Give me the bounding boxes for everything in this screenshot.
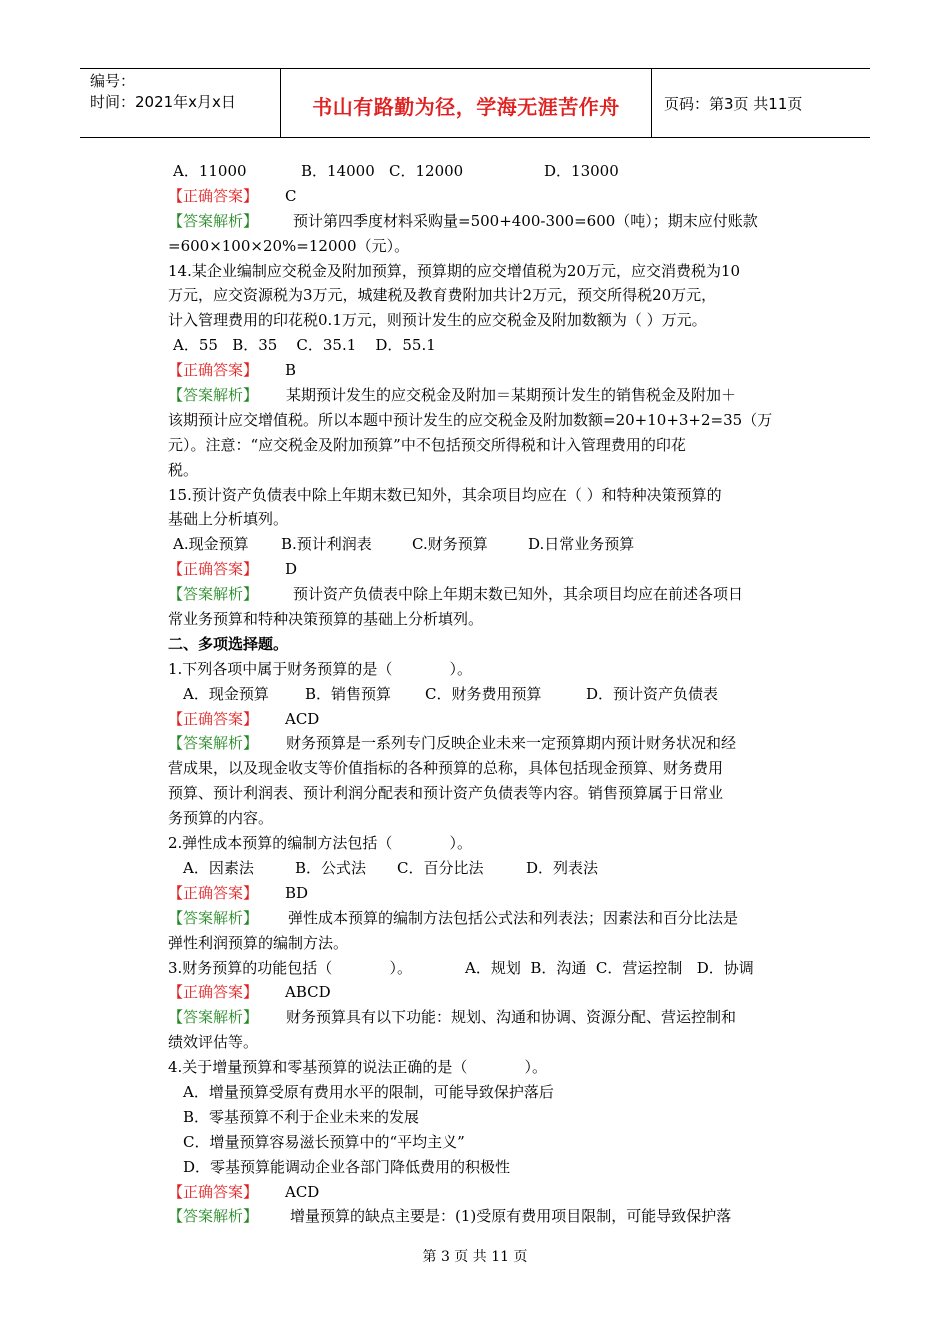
answer-label: 【正确答案】 (168, 186, 259, 205)
m1-answer-line (168, 707, 808, 732)
answer-label: 【正确答案】 (168, 560, 259, 579)
analysis-label: 【答案解析】 (168, 386, 259, 405)
header-right (652, 69, 870, 137)
answer-label: 【正确答案】 (168, 709, 259, 728)
q14-analysis-line (168, 383, 808, 408)
q14-line1: 14.某企业编制应交税金及附加预算，预算期的应交增值税为20万元，应交消费税为10 (168, 261, 741, 280)
header-middle (280, 69, 652, 137)
q13-option-c: C．12000 (389, 162, 464, 180)
q15-answer-line (168, 557, 808, 582)
q13-options (168, 159, 808, 184)
header-left (80, 69, 280, 137)
q13-answer-line (168, 184, 808, 209)
serial-label: 编号： (90, 72, 136, 90)
q14-options: A．55 B．35 C．35.1 D．55.1 (173, 336, 436, 355)
m3-analysis-2: 绩效评估等。 (168, 1033, 259, 1052)
m4-answer: ACD (285, 1182, 320, 1201)
m3-question: 3.财务预算的功能包括（ ）。 (168, 958, 413, 977)
q14-analysis-2: 该期预计应交增值税。所以本题中预计发生的应交税金及附加数额=20+10+3+2=35（万 (168, 410, 773, 429)
q14-answer-line (168, 358, 808, 383)
m1-options (168, 682, 808, 707)
q13-analysis-line (168, 209, 808, 234)
m2-option-d: D．列表法 (526, 858, 599, 877)
q13-option-a: A．11000 (173, 162, 247, 180)
q15-option-d: D.日常业务预算 (528, 535, 635, 554)
answer-label: 【正确答案】 (168, 983, 259, 1002)
m2-analysis-line (168, 906, 808, 931)
m1-option-c: C．财务费用预算 (425, 684, 542, 703)
m4-option-a: A．增量预算受原有费用水平的限制，可能导致保护落后 (183, 1082, 554, 1101)
q14-analysis-1: 某期预计发生的应交税金及附加＝某期预计发生的销售税金及附加＋ (286, 386, 737, 405)
q13-option-d: D．13000 (544, 162, 619, 180)
m1-analysis-line (168, 731, 808, 756)
m2-analysis-1: 弹性成本预算的编制方法包括公式法和列表法；因素法和百分比法是 (288, 908, 739, 927)
m1-option-d: D．预计资产负债表 (586, 684, 719, 703)
analysis-label: 【答案解析】 (168, 1008, 259, 1027)
q15-option-b: B.预计利润表 (281, 535, 372, 554)
motto: 书山有路勤为径，学海无涯苦作舟 (312, 94, 620, 119)
m4-option-c: C．增量预算容易滋长预算中的“平均主义” (183, 1132, 465, 1151)
q15-answer: D (285, 560, 298, 579)
m4-option-d: D．零基预算能调动企业各部门降低费用的积极性 (183, 1157, 511, 1176)
q15-line2: 基础上分析填列。 (168, 510, 289, 529)
q14-analysis-3: 元）。注意：“应交税金及附加预算”中不包括预交所得税和计入管理费用的印花 (168, 435, 686, 454)
m2-analysis-2: 弹性利润预算的编制方法。 (168, 933, 349, 952)
page-info: 页码：第3页 共11页 (664, 94, 803, 113)
q13-analysis-1: 预计第四季度材料采购量=500+400-300=600（吨）；期末应付账款 (293, 211, 758, 230)
analysis-label: 【答案解析】 (168, 734, 259, 753)
q14-line2: 万元，应交资源税为3万元，城建税及教育费附加共计2万元，预交所得税20万元， (168, 286, 717, 305)
m4-answer-line (168, 1180, 808, 1205)
q13-answer: C (285, 186, 297, 205)
m1-analysis-2: 营成果，以及现金收支等价值指标的各种预算的总称，具体包括现金预算、财务费用 (168, 759, 724, 778)
q14-answer: B (285, 361, 297, 380)
analysis-label: 【答案解析】 (168, 908, 259, 927)
m3-analysis-1: 财务预算具有以下功能：规划、沟通和协调、资源分配、营运控制和 (286, 1008, 737, 1027)
analysis-label: 【答案解析】 (168, 1207, 259, 1226)
m1-question: 1.下列各项中属于财务预算的是（ ）。 (168, 659, 473, 678)
q15-option-c: C.财务预算 (412, 535, 488, 554)
page-header (80, 68, 870, 138)
m3-analysis-line (168, 1005, 808, 1030)
m2-option-b: B．公式法 (295, 858, 367, 877)
m1-answer: ACD (285, 709, 320, 728)
document-body (168, 159, 808, 1229)
q15-analysis-2: 常业务预算和特种决策预算的基础上分析填列。 (168, 610, 484, 629)
m2-answer: BD (285, 883, 309, 902)
answer-label: 【正确答案】 (168, 1182, 259, 1201)
m1-analysis-4: 务预算的内容。 (168, 809, 274, 828)
m1-option-b: B．销售预算 (305, 684, 392, 703)
m3-answer: ABCD (285, 983, 331, 1002)
q14-analysis-4: 税。 (168, 460, 199, 479)
q15-line1: 15.预计资产负债表中除上年期末数已知外，其余项目均应在（ ）和特种决策预算的 (168, 485, 722, 504)
m2-options (168, 856, 808, 881)
q13-option-b: B．14000 (301, 162, 375, 180)
q15-analysis-line (168, 582, 808, 607)
m3-answer-line (168, 980, 808, 1005)
m2-option-a: A．因素法 (183, 858, 254, 877)
m1-analysis-3: 预算、预计利润表、预计利润分配表和预计资产负债表等内容。销售预算属于日常业 (168, 784, 724, 803)
m2-answer-line (168, 881, 808, 906)
m1-analysis-1: 财务预算是一系列专门反映企业未来一定预算期内预计财务状况和经 (286, 734, 737, 753)
m3-options: A．规划 B．沟通 C．营运控制 D．协调 (465, 958, 754, 977)
answer-label: 【正确答案】 (168, 361, 259, 380)
m4-analysis-line (168, 1204, 808, 1229)
m3-question-line (168, 956, 808, 981)
m2-option-c: C．百分比法 (397, 858, 484, 877)
m4-analysis-1: 增量预算的缺点主要是：(1)受原有费用项目限制，可能导致保护落 (290, 1207, 732, 1226)
q15-analysis-1: 预计资产负债表中除上年期末数已知外，其余项目均应在前述各项日 (293, 585, 744, 604)
m4-question: 4.关于增量预算和零基预算的说法正确的是（ ）。 (168, 1058, 548, 1077)
m1-option-a: A．现金预算 (183, 684, 269, 703)
page-footer: 第 3 页 共 11 页 (422, 1249, 528, 1265)
section-heading: 二、多项选择题。 (168, 634, 289, 653)
analysis-label: 【答案解析】 (168, 585, 259, 604)
q15-options (168, 532, 808, 557)
m4-option-b: B．零基预算不利于企业未来的发展 (183, 1107, 420, 1126)
date-line: 时间：2021年x月x日 (90, 93, 236, 111)
q13-analysis-2: =600×100×20%=12000（元）。 (168, 236, 410, 255)
analysis-label: 【答案解析】 (168, 211, 259, 230)
q14-line3: 计入管理费用的印花税0.1万元，则预计发生的应交税金及附加数额为（ ）万元。 (168, 311, 707, 330)
answer-label: 【正确答案】 (168, 883, 259, 902)
m2-question: 2.弹性成本预算的编制方法包括（ ）。 (168, 834, 473, 853)
q15-option-a: A.现金预算 (173, 535, 249, 554)
